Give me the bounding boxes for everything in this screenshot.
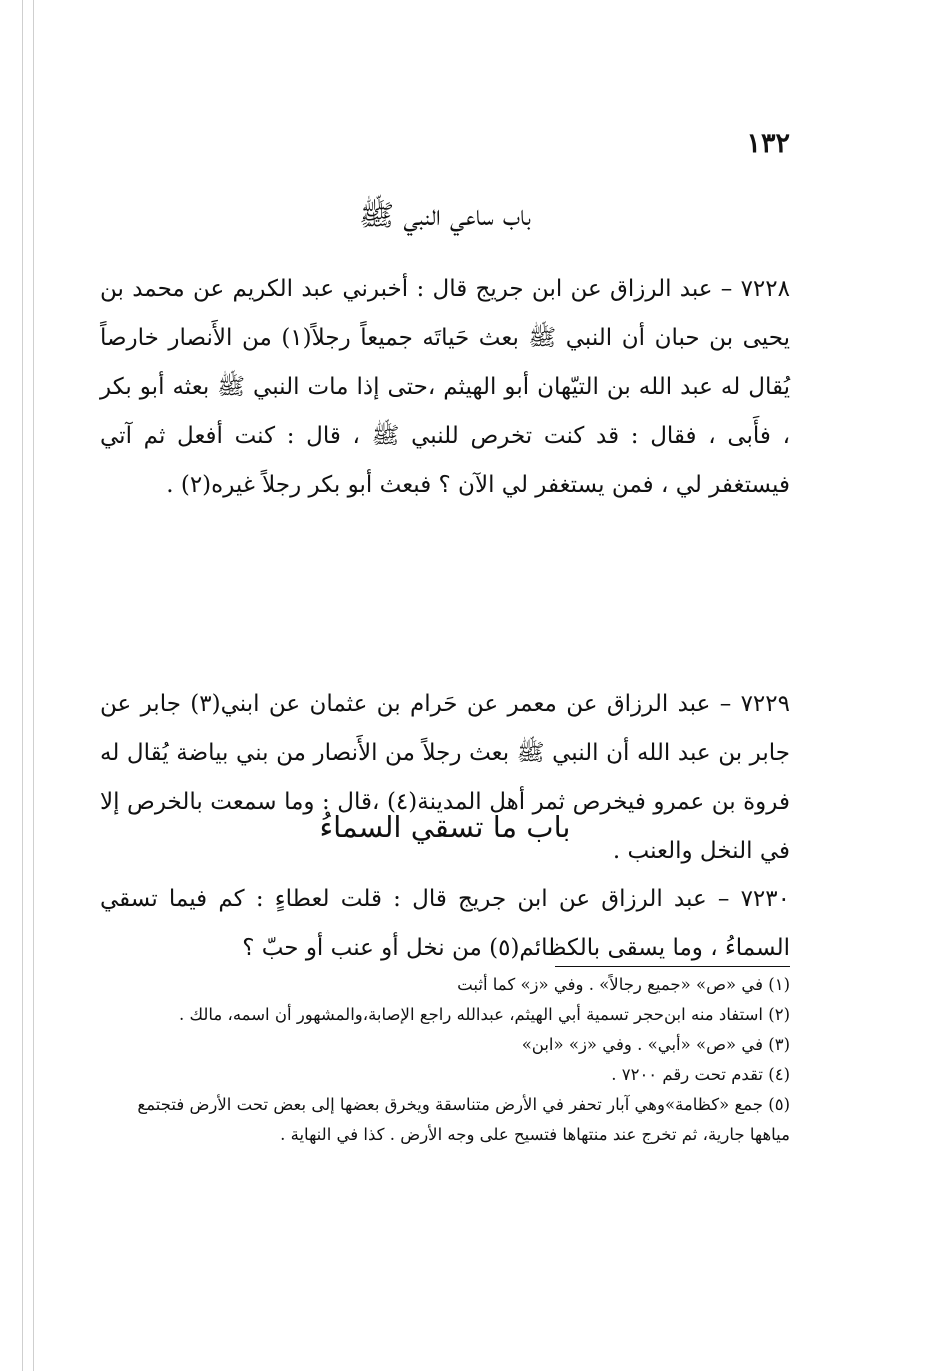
footnote-1: (١) في «ص» «جميع رجالاً» . وفي «ز» كما أثبت bbox=[457, 975, 790, 994]
footnote-3: (٣) في «ص» «أبي» . وفي «ز» «ابن» bbox=[521, 1035, 790, 1054]
scan-edge-line bbox=[33, 0, 34, 1371]
section-heading-sai: باب ساعي النبي ﷺ bbox=[359, 198, 531, 232]
scan-edge-line bbox=[22, 0, 23, 1371]
footnote-2: (٢) استفاد منه ابن‌حجر تسمية أبي الهيثم، عبدالله راجع الإصابة،والمشهور أن اسمه، مالك . bbox=[178, 1005, 790, 1024]
footnote-4: (٤) تقدم تحت رقم ٧٢٠٠ . bbox=[611, 1065, 790, 1084]
footnotes bbox=[100, 970, 790, 1150]
hadith-7228: ٧٢٢٨ – عبد الرزاق عن ابن جريج قال : أخبرني عبد الكريم عن محمد بن يحيى بن حبان أن النبي ﷺ بعث حَياتَه جميعاً رجلاً(١) من الأَنصار خارصاً يُقال له عبد الله بن التيّهان أبو الهيثم ،حتى إذا مات النبي ﷺ بعثه أبو بكر ، فأَبى ، فقال : قد كنت تخرص للنبي ﷺ ، قال : كنت أفعل ثم آتي فيستغفر لي ، فمن يستغفر لي الآن ؟ فبعث أبو بكر رجلاً غيره(٢) . bbox=[100, 276, 790, 498]
page-number: ١٣٢ bbox=[746, 128, 790, 159]
section-heading-sky-watered: باب ما تسقي السماءُ bbox=[319, 810, 571, 844]
footnote-separator bbox=[555, 966, 790, 967]
hadith-7230: ٧٢٣٠ – عبد الرزاق عن ابن جريج قال : قلت لعطاءٍ : كم فيما تسقي السماءُ ، وما يسقى بالكظائم(٥) من نخل أو عنب أو حبّ ؟ bbox=[100, 886, 790, 961]
book-page bbox=[100, 120, 790, 1240]
footnote-5: (٥) جمع «كظامة»وهي آبار تحفر في الأرض متناسقة ويخرق بعضها إلى بعض تحت الأرض فتجتمع مياهها جارية، ثم تخرج عند منتهاها فتسيح على وجه الأرض . كذا في النهاية . bbox=[137, 1095, 790, 1144]
hadith-7229: ٧٢٢٩ – عبد الرزاق عن معمر عن حَرام بن عثمان عن ابني(٣) جابر عن جابر بن عبد الله أن النبي ﷺ بعث رجلاً من الأَنصار من بني بياضة يُقال له فروة بن عمرو فيخرص ثمر أهل المدينة(٤) ،قال : وما سمعت بالخرص إلا في النخل والعنب . bbox=[100, 691, 790, 864]
